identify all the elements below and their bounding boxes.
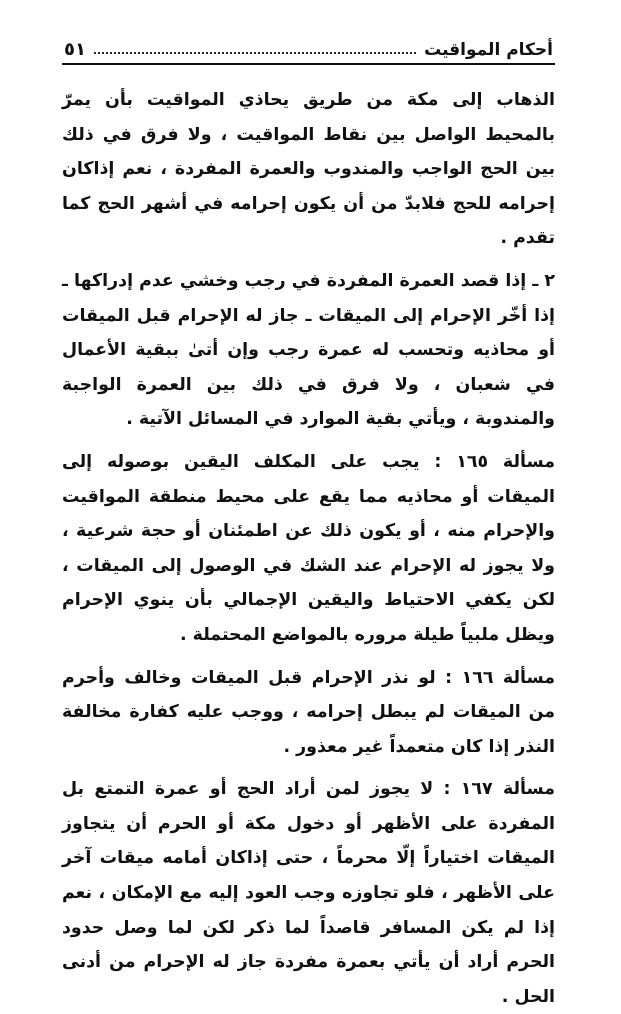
paragraph-issue-165: مسألة ١٦٥ : يجب على المكلف اليقين بوصوله إلى الميقات أو محاذيه مما يقع على محيط منطقة المواقيت والإحرام منه ، أو يكون ذلك عن اطمئنان أو حجة شرعية ، ولا يجوز له الإحرام عند الشك في الوصول إلى الميقات ، لكن يكفي الاحتياط واليقين الإجمالي بأن ينوي الإحرام ويظل ملبياً طيلة مروره بالمواضع المحتملة . (62, 451, 555, 645)
page-number: ٥١ (64, 39, 86, 60)
paragraph-issue-166: مسألة ١٦٦ : لو نذر الإحرام قبل الميقات وخالف وأحرم من الميقات لم يبطل إحرامه ، ووجب عليه كفارة مخالفة النذر إذا كان متعمداً غير معذور . (62, 667, 555, 757)
paragraph-issue-167: مسألة ١٦٧ : لا يجوز لمن أراد الحج أو عمرة التمتع بل المفردة على الأظهر أو دخول مكة أو الحرم أن يتجاوز الميقات اختياراً إلّا محرماً ، حتى إذاكان أمامه ميقات آخر على الأظهر ، فلو تجاوزه وجب العود إليه مع الإمكان ، نعم إذا لم يكن المسافر قاصداً لما ذكر لكن لما وصل حدود الحرم أراد أن يأتي بعمرة مفردة جاز له الإحرام من أدنى الحل . (62, 779, 556, 1007)
paragraph-point-2: ٢ ـ إذا قصد العمرة المفردة في رجب وخشي عدم إدراكها ـ إذا أخّر الإحرام إلى الميقات ـ جاز له الإحرام قبل الميقات أو محاذيه وتحسب له عمرة رجب وإن أتىٰ ببقية الأعمال في شعبان ، ولا فرق في ذلك بين العمرة الواجبة والمندوبة ، ويأتي بقية الموارد في المسائل الآتية . (62, 270, 555, 430)
body-text (62, 83, 555, 1014)
paragraph-continuation: الذهاب إلى مكة من طريق يحاذي المواقيت بأن يمرّ بالمحيط الواصل بين نقاط المواقيت ، ولا فرق في ذلك بين الحج الواجب والمندوب والعمرة المفردة ، نعم إذاكان إحرامه للحج فلابدّ من أن يكون إحرامه في أشهر الحج كما تقدم . (62, 90, 555, 249)
running-header (62, 30, 555, 65)
header-leader-dots (94, 52, 416, 54)
running-header-title: أحكام المواقيت (424, 40, 553, 60)
